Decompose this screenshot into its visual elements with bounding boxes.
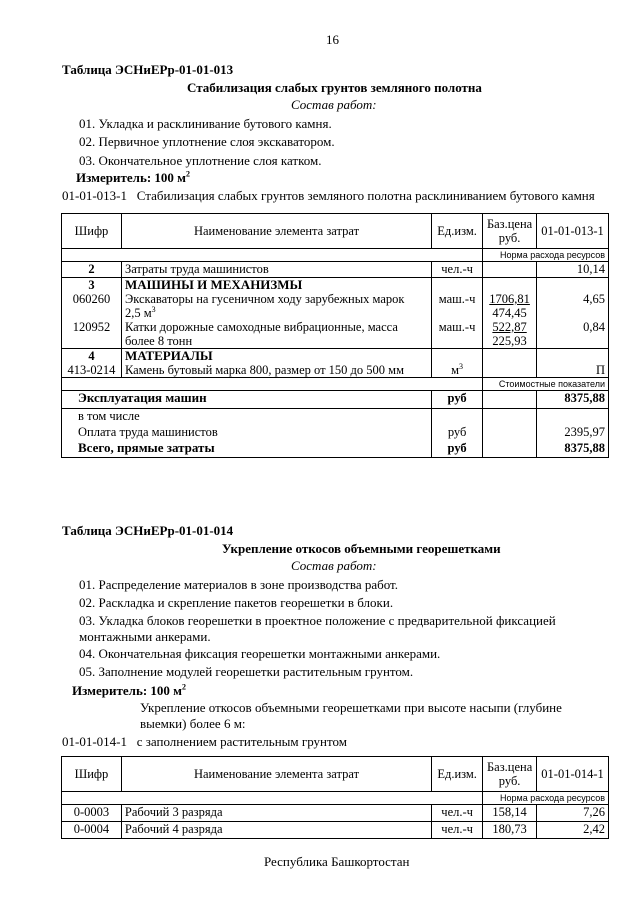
- table2-measure: Измеритель: 100 $м^2$: [72, 682, 187, 698]
- row-name: Катки дорожные самоходные вибрационные, масса более 8 тонн: [121, 320, 431, 349]
- cost-name: в том числе: [62, 409, 432, 425]
- header-price: Баз.цена руб.: [483, 757, 537, 792]
- row-code: 413-0214: [62, 363, 122, 378]
- table2-step-3: 03. Укладка блоков георешетки в проектное положение с предварительной фиксацией: [79, 613, 556, 628]
- cost-value: 2395,97: [564, 424, 605, 439]
- row-name: Экскаваторы на гусеничном ходу зарубежных марок 2,5 $м^3$: [121, 292, 431, 320]
- row-unit: чел.-ч: [432, 822, 483, 839]
- table2-code-line: 01-01-014-1 с заполнением растительным грунтом: [62, 734, 347, 749]
- table-row: [62, 822, 609, 839]
- header-unit: Ед.изм.: [432, 757, 483, 792]
- table2-caption: Таблица ЭСНиЕРр-01-01-014: [62, 523, 234, 538]
- table1-grid: [61, 213, 609, 458]
- table2-composition-label: Состав работ:: [291, 558, 377, 573]
- table-row: [62, 349, 609, 364]
- cost-value: 8375,88: [564, 440, 605, 455]
- norm-caption: Норма расхода ресурсов: [500, 250, 605, 260]
- row-name: МАТЕРИАЛЫ: [121, 349, 431, 364]
- row-price: 1706,81 474,45: [483, 292, 537, 320]
- row-name: Затраты труда машинистов: [121, 262, 431, 278]
- header-code: Шифр: [62, 757, 122, 792]
- row-code: 3: [62, 278, 122, 293]
- table-row: [62, 805, 609, 822]
- cost-value: 8375,88: [564, 391, 605, 405]
- row-value: П: [595, 363, 605, 377]
- cost-row: [62, 391, 609, 409]
- row-code: 2: [62, 262, 122, 278]
- row-unit: $м^3$: [432, 363, 483, 378]
- table2-step-1: 01. Распределение материалов в зоне производства работ.: [79, 577, 399, 592]
- table1-composition-label: Состав работ:: [291, 97, 377, 112]
- row-code: 0-0004: [62, 822, 122, 839]
- row-price: 180,73: [483, 822, 537, 839]
- table2-desc-2: выемки) более 6 м:: [140, 716, 246, 731]
- table1-title: Стабилизация слабых грунтов земляного полотна: [187, 80, 482, 95]
- cost-name: Оплата труда машинистов: [62, 425, 432, 441]
- table-row: [62, 320, 609, 349]
- cost-name: Всего, прямые затраты: [62, 441, 432, 458]
- row-code: 4: [62, 349, 122, 364]
- norm-caption: Норма расхода ресурсов: [500, 793, 605, 803]
- page-number: 16: [326, 32, 339, 47]
- table2-title: Укрепление откосов объемными георешетками: [222, 541, 501, 556]
- header-name: Наименование элемента затрат: [121, 214, 431, 249]
- header-norm-code: 01-01-014-1: [541, 767, 604, 781]
- row-unit: чел.-ч: [432, 805, 483, 822]
- table1-measure: Измеритель: 100 $м^2$: [76, 169, 191, 185]
- row-value: 2,42: [583, 822, 605, 836]
- row-code: 0-0003: [62, 805, 122, 822]
- row-price: 158,14: [483, 805, 537, 822]
- header-unit: Ед.изм.: [432, 214, 483, 249]
- table2-step-4: 04. Окончательная фиксация георешетки монтажными анкерами.: [79, 646, 441, 661]
- table1-step-3: 03. Окончательное уплотнение слоя катком.: [79, 153, 322, 168]
- row-unit: чел.-ч: [432, 262, 483, 278]
- table2-step-5: 05. Заполнение модулей георешетки растительным грунтом.: [79, 664, 414, 679]
- table2-desc-1: Укрепление откосов объемными георешетками при высоте насыпи (глубине: [140, 700, 562, 715]
- row-value: 4,65: [583, 292, 605, 306]
- header-price: Баз.цена руб.: [483, 214, 537, 249]
- row-code: 120952: [62, 320, 122, 349]
- table-row: [62, 262, 609, 278]
- table2-step-3-cont: монтажными анкерами.: [79, 629, 211, 644]
- cost-row: [62, 409, 609, 425]
- row-name: Рабочий 3 разряда: [121, 805, 431, 822]
- row-code: 060260: [62, 292, 122, 320]
- header-name: Наименование элемента затрат: [121, 757, 431, 792]
- table2-step-2: 02. Раскладка и скрепление пакетов георешетки в блоки.: [79, 595, 394, 610]
- row-unit: маш.-ч: [432, 320, 483, 349]
- table1-step-1: 01. Укладка и расклинивание бутового камня.: [79, 116, 332, 131]
- row-price: 522,87 225,93: [483, 320, 537, 349]
- table2-grid: [61, 756, 609, 839]
- cost-row: [62, 441, 609, 458]
- cost-unit: руб: [432, 425, 483, 441]
- row-name: Камень бутовый марка 800, размер от 150 до 500 мм: [121, 363, 431, 378]
- cost-row: [62, 425, 609, 441]
- table1-code-line: 01-01-013-1 Стабилизация слабых грунтов земляного полотна расклиниванием бутового камня: [62, 188, 595, 203]
- header-code: Шифр: [62, 214, 122, 249]
- table-row: [62, 278, 609, 293]
- table-row: [62, 363, 609, 378]
- cost-name: Эксплуатация машин: [62, 391, 432, 409]
- cost-caption: Стоимостные показатели: [498, 379, 605, 389]
- cost-unit: руб: [432, 391, 483, 409]
- table-row: [62, 292, 609, 320]
- row-name: МАШИНЫ И МЕХАНИЗМЫ: [121, 278, 431, 293]
- row-name: Рабочий 4 разряда: [121, 822, 431, 839]
- header-norm-code: 01-01-013-1: [541, 224, 604, 238]
- table1-step-2: 02. Первичное уплотнение слоя экскаватором.: [79, 134, 335, 149]
- row-value: 10,14: [576, 262, 605, 276]
- row-value: 7,26: [583, 805, 605, 819]
- table1-caption: Таблица ЭСНиЕРр-01-01-013: [62, 62, 234, 77]
- row-unit: маш.-ч: [432, 292, 483, 320]
- page-footer: Республика Башкортостан: [264, 854, 410, 869]
- cost-unit: руб: [432, 441, 483, 458]
- row-value: 0,84: [583, 320, 605, 334]
